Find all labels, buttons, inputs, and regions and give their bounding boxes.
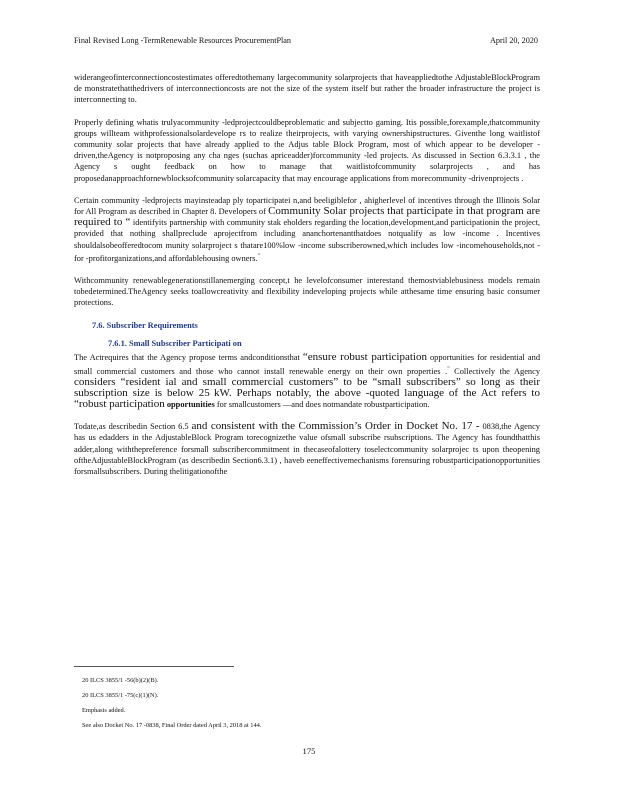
paragraph-text: haveb eeneffectivemechanisms forensuring robustparticipationopportunities forsmallsubscribers. During thelitigationofthe bbox=[74, 455, 541, 477]
page-number: 175 bbox=[302, 746, 316, 756]
footnote-item bbox=[74, 717, 540, 732]
footnote-item bbox=[74, 702, 540, 717]
section-heading-subscriber-requirements: 7.6. Subscriber Requirements bbox=[92, 321, 198, 331]
paragraph-interconnection: widerangeofinterconnectioncostestimates offeredtothemany largecommunity solarprojects that haveappliedtothe AdjustableBlockProgram de monstratethatthedrivers of interconnectioncosts are not the size of the system itself but rather the broader infrastructure the project is interconnecting to. bbox=[74, 73, 540, 105]
paragraph-text: identifyits partnership with community stak eholders regarding the location,development,and participationin the project, provided that nothing shallpreclude aprojectfrom including ananchortenantthatdoes notqualify as low -income . Incentives shouldalsobeofferedtocom munity solarproject s thatare100%low -income subscriberowned,which includes low -incomehouseholds,not -for -profitorganizations,and affordablehousing owners. bbox=[74, 218, 541, 263]
footnote-item bbox=[74, 672, 540, 687]
footnote-ref: ” bbox=[447, 365, 450, 372]
paragraph-text: opportunities for residential and small commercial customers and those who cannot install renewable energy on their own properties . bbox=[74, 353, 541, 376]
footnote-divider bbox=[74, 666, 234, 667]
paragraph-adders bbox=[74, 421, 540, 477]
paragraph-text: 0838,the Agency has us edadders in the AdjustableBlock Program torecognizethe value ofsmall subscribe rsubscriptions. The Agency has foundthatthis adder,along withthepreference forsmall subscribercommitment in thecaseofalottery toselectcommunity solarprojec ts upon theopening oftheAdjustableBlockProgram (as describedin Section6.3.1) , bbox=[74, 422, 540, 465]
paragraph-bold-term: opportunities bbox=[166, 400, 215, 410]
footnotes bbox=[74, 672, 540, 733]
paragraph-text-large: considers “resident ial and small commercial customers” to be “small subscribers” so long as their subscription size is below 25 bbox=[74, 375, 540, 399]
paragraph-text-large: “ensure robust participation bbox=[302, 351, 427, 364]
page-body bbox=[74, 72, 540, 488]
paragraph-text: for smallcustomers —and does notmandate robustparticipation. bbox=[216, 400, 430, 410]
running-header bbox=[74, 36, 538, 45]
paragraph-community-led bbox=[74, 195, 540, 264]
footnote-text: 20 ILCS 3855/1 -56(b)(2)(B). bbox=[82, 677, 159, 685]
paragraph-text: Todate,as describedin Section 6.5 bbox=[74, 422, 189, 432]
paragraph-text: Collectively the Agency bbox=[454, 366, 541, 376]
footnote-item bbox=[74, 687, 540, 702]
paragraph-defining-community: Properly defining whatis trulyacommunity -ledprojectcouldbeproblematic and subjectto gaming. Itis possible,forexample,thatcommunity groups willteam withprofessionalsolardevelope rs to realize theirprojects, with varying ownershipstructures. Giventhe long waitlistof community solar projects that have already applied to the Adjus table Block Program, most of which appear to be developer -driven,theAgency is notproposing any cha nges (suchas apriceadder)forcommunity -led projects. As discussed in Section 6.3.3.1 , the Agency s ought feedback on how to manage that waitlistofcommunity solarprojects , and has proposedanapproachfornewblocksofcommunity solarcapacity that may encourage applications from morecommunity -drivenprojects . bbox=[74, 117, 540, 183]
footnote-text: Emphasis added. bbox=[82, 707, 126, 715]
paragraph-text: The Actrequires that the Agency propose terms andconditionsthat bbox=[74, 353, 300, 363]
paragraph-robust-participation bbox=[74, 352, 540, 410]
paragraph-text-large: Community Solar projects that participate in that program are required to “ bbox=[74, 205, 540, 229]
footnote-ref: ” bbox=[257, 252, 261, 259]
header-date: April 20, 2020 bbox=[490, 36, 538, 45]
paragraph-text-large: and consistent with the Commission’s Order in Docket No. 17 - bbox=[191, 420, 480, 433]
paragraph-text-large: kW. Perhaps notably, the above -quoted language of the Act refers to “robust participation bbox=[74, 386, 540, 411]
subsection-heading-small-subscriber: 7.6.1. Small Subscriber Participati on bbox=[108, 339, 242, 349]
paragraph-text: Certain community -ledprojects mayinsteadap ply toparticipatei n,and beeligiblefor , ahigherlevel of incentives through the Illinois Solar for All Program as described in Chapter 8. Developers of bbox=[74, 195, 540, 217]
paragraph-consumer-protection: Withcommunity renewablegenerationstillanemerging concept,t he levelofconsumer interestand themostviablebusiness models remain tobedetermined.TheAgency seeks toallowcreativity and flexibility indeveloping projects while atthesame time ensuring basic consumer protections. bbox=[74, 275, 540, 308]
header-title: Final Revised Long -TermRenewable Resources ProcurementPlan bbox=[74, 36, 292, 45]
footnote-text: See also Docket No. 17 -0838, Final Order dated April 3, 2018 at 144. bbox=[82, 722, 262, 730]
footnote-text: 20 ILCS 3855/1 -75(c)(1)(N). bbox=[82, 692, 159, 700]
